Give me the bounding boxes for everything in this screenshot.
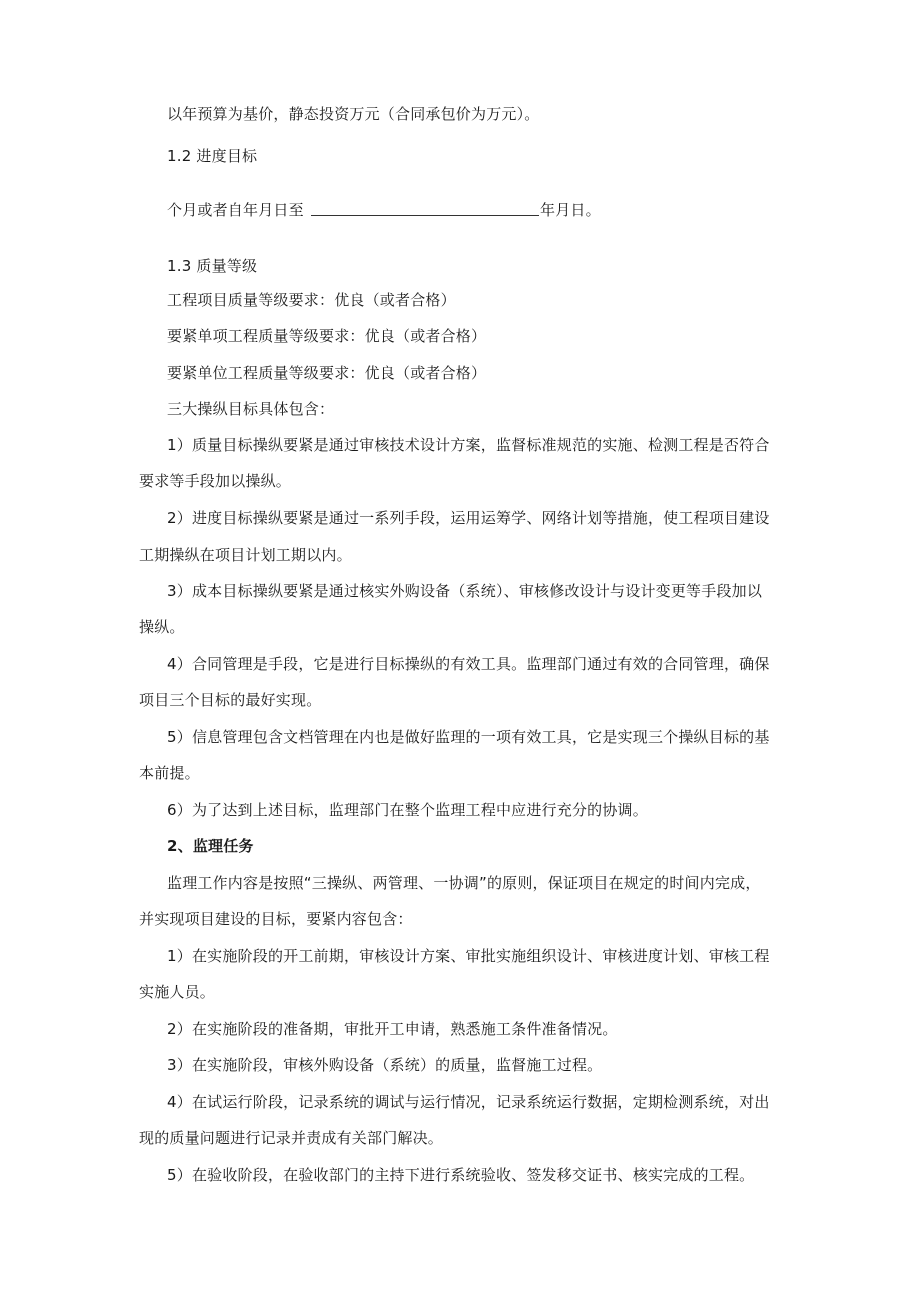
tasks-heading: 2、监理任务: [167, 837, 254, 855]
control-item-line: 5）信息管理包含文档管理在内也是做好监理的一项有效工具，它是实现三个操纵目标的基: [167, 728, 770, 746]
task-item-line: 5）在验收阶段，在验收部门的主持下进行系统验收、签发移交证书、核实完成的工程。: [167, 1166, 755, 1184]
quality-line: 要紧单项工程质量等级要求：优良（或者合格）: [167, 327, 487, 345]
schedule-text-end: 年月日。: [540, 201, 601, 219]
control-item-line: 2）进度目标操纵要紧是通过一系列手段，运用运筹学、网络计划等措施，使工程项目建设: [167, 509, 770, 527]
budget-line: 以年预算为基价，静态投资万元（合同承包价为万元）。: [167, 105, 540, 123]
control-item-line: 要求等手段加以操纵。: [139, 472, 292, 490]
task-item-line: 实施人员。: [139, 983, 216, 1001]
task-item-line: 1）在实施阶段的开工前期，审核设计方案、审批实施组织设计、审核进度计划、审核工程: [167, 947, 770, 965]
schedule-text-start: 个月或者自年月日至: [167, 201, 304, 219]
control-item-line: 3）成本目标操纵要紧是通过核实外购设备（系统）、审核修改设计与设计变更等手段加以: [167, 582, 763, 600]
quality-line: 三大操纵目标具体包含：: [167, 400, 335, 418]
control-item-line: 1）质量目标操纵要紧是通过审核技术设计方案，监督标准规范的实施、检测工程是否符合: [167, 436, 770, 454]
control-item-line: 6）为了达到上述目标，监理部门在整个监理工程中应进行充分的协调。: [167, 801, 648, 819]
control-item-line: 本前提。: [139, 764, 200, 782]
quality-line: 要紧单位工程质量等级要求：优良（或者合格）: [167, 364, 487, 382]
quality-heading: 1.3 质量等级: [167, 257, 258, 275]
control-item-line: 4）合同管理是手段，它是进行目标操纵的有效工具。监理部门通过有效的合同管理，确保: [167, 655, 770, 673]
task-item-line: 3）在实施阶段，审核外购设备（系统）的质量，监督施工过程。: [167, 1056, 603, 1074]
fill-in-blank-line: [311, 215, 539, 216]
quality-line: 工程项目质量等级要求：优良（或者合格）: [167, 291, 456, 309]
task-item-line: 4）在试运行阶段，记录系统的调试与运行情况，记录系统运行数据，定期检测系统，对出: [167, 1093, 770, 1111]
control-item-line: 工期操纵在项目计划工期以内。: [139, 546, 352, 564]
schedule-heading: 1.2 进度目标: [167, 147, 258, 165]
tasks-intro-line: 并实现项目建设的目标，要紧内容包含：: [139, 910, 413, 928]
control-item-line: 操纵。: [139, 618, 185, 636]
task-item-line: 2）在实施阶段的准备期，审批开工申请，熟悉施工条件准备情况。: [167, 1020, 618, 1038]
control-item-line: 项目三个目标的最好实现。: [139, 691, 322, 709]
task-item-line: 现的质量问题进行记录并责成有关部门解决。: [139, 1129, 444, 1147]
tasks-intro-line: 监理工作内容是按照“三操纵、两管理、一协调”的原则，保证项目在规定的时间内完成，: [167, 874, 761, 892]
